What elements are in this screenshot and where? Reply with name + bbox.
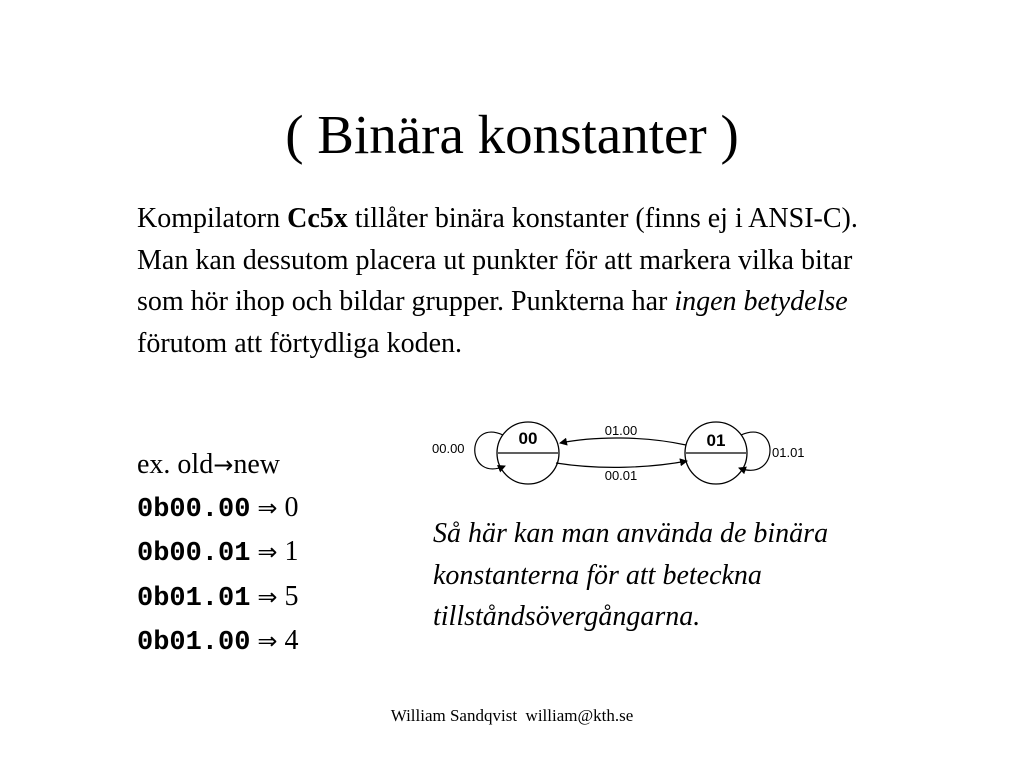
state-diagram bbox=[425, 408, 825, 498]
intro-text-3: förutom att förtydliga koden. bbox=[137, 327, 463, 359]
example-row bbox=[137, 620, 299, 665]
edge-01-to-00-arrow bbox=[560, 438, 686, 445]
binary-constant: 0b00.01 bbox=[137, 539, 251, 569]
edge-label-01-00: 01.00 bbox=[604, 423, 638, 438]
slide-title: ( Binära konstanter ) bbox=[285, 104, 739, 165]
decimal-value: 1 bbox=[284, 536, 299, 567]
implies-arrow-icon: ⇒ bbox=[257, 627, 278, 655]
example-row bbox=[137, 531, 299, 576]
state-01-label: 01 bbox=[706, 431, 726, 450]
examples-header-old: ex. old bbox=[137, 449, 214, 480]
example-row bbox=[137, 576, 299, 621]
state-01 bbox=[685, 422, 747, 484]
binary-constant: 0b01.01 bbox=[137, 583, 251, 614]
emphasis-text: ingen betydelse bbox=[674, 286, 848, 317]
examples-list bbox=[137, 444, 299, 665]
diagram-caption: Så här kan man använda de binära konstanterna för att beteckna tillståndsövergångarna. bbox=[433, 518, 829, 632]
example-row bbox=[137, 487, 299, 532]
binary-constant: 0b01.00 bbox=[137, 628, 251, 658]
decimal-value: 0 bbox=[284, 491, 299, 523]
implies-arrow-icon: ⇒ bbox=[257, 493, 278, 522]
slide-footer: William Sandqvist william@kth.se bbox=[390, 706, 634, 725]
examples-header-new: new bbox=[233, 449, 280, 480]
edge-00-to-01-arrow bbox=[556, 461, 687, 467]
intro-text-1: Kompilatorn bbox=[137, 203, 288, 234]
implies-arrow-icon: ⇒ bbox=[257, 582, 278, 611]
state-00 bbox=[497, 422, 559, 484]
compiler-name: Cc5x bbox=[287, 203, 348, 234]
decimal-value: 4 bbox=[284, 625, 299, 656]
intro-text-2: tillåter binära konstanter (finns ej i ANSI-C). Man kan dessutom placera ut punkter för att markera vilka bitar som hör ihop och bildar grupper. Punkterna har bbox=[137, 203, 858, 317]
right-arrow-icon: → bbox=[213, 451, 234, 479]
intro-paragraph bbox=[137, 198, 897, 364]
examples-header bbox=[137, 444, 299, 487]
decimal-value: 5 bbox=[284, 580, 299, 612]
binary-constant: 0b00.00 bbox=[137, 494, 251, 525]
state-00-label: 00 bbox=[518, 429, 538, 448]
edge-label-00-00: 00.00 bbox=[432, 441, 465, 456]
edge-label-01-01: 01.01 bbox=[772, 445, 805, 460]
edge-label-00-01: 00.01 bbox=[604, 468, 638, 483]
implies-arrow-icon: ⇒ bbox=[257, 538, 278, 566]
